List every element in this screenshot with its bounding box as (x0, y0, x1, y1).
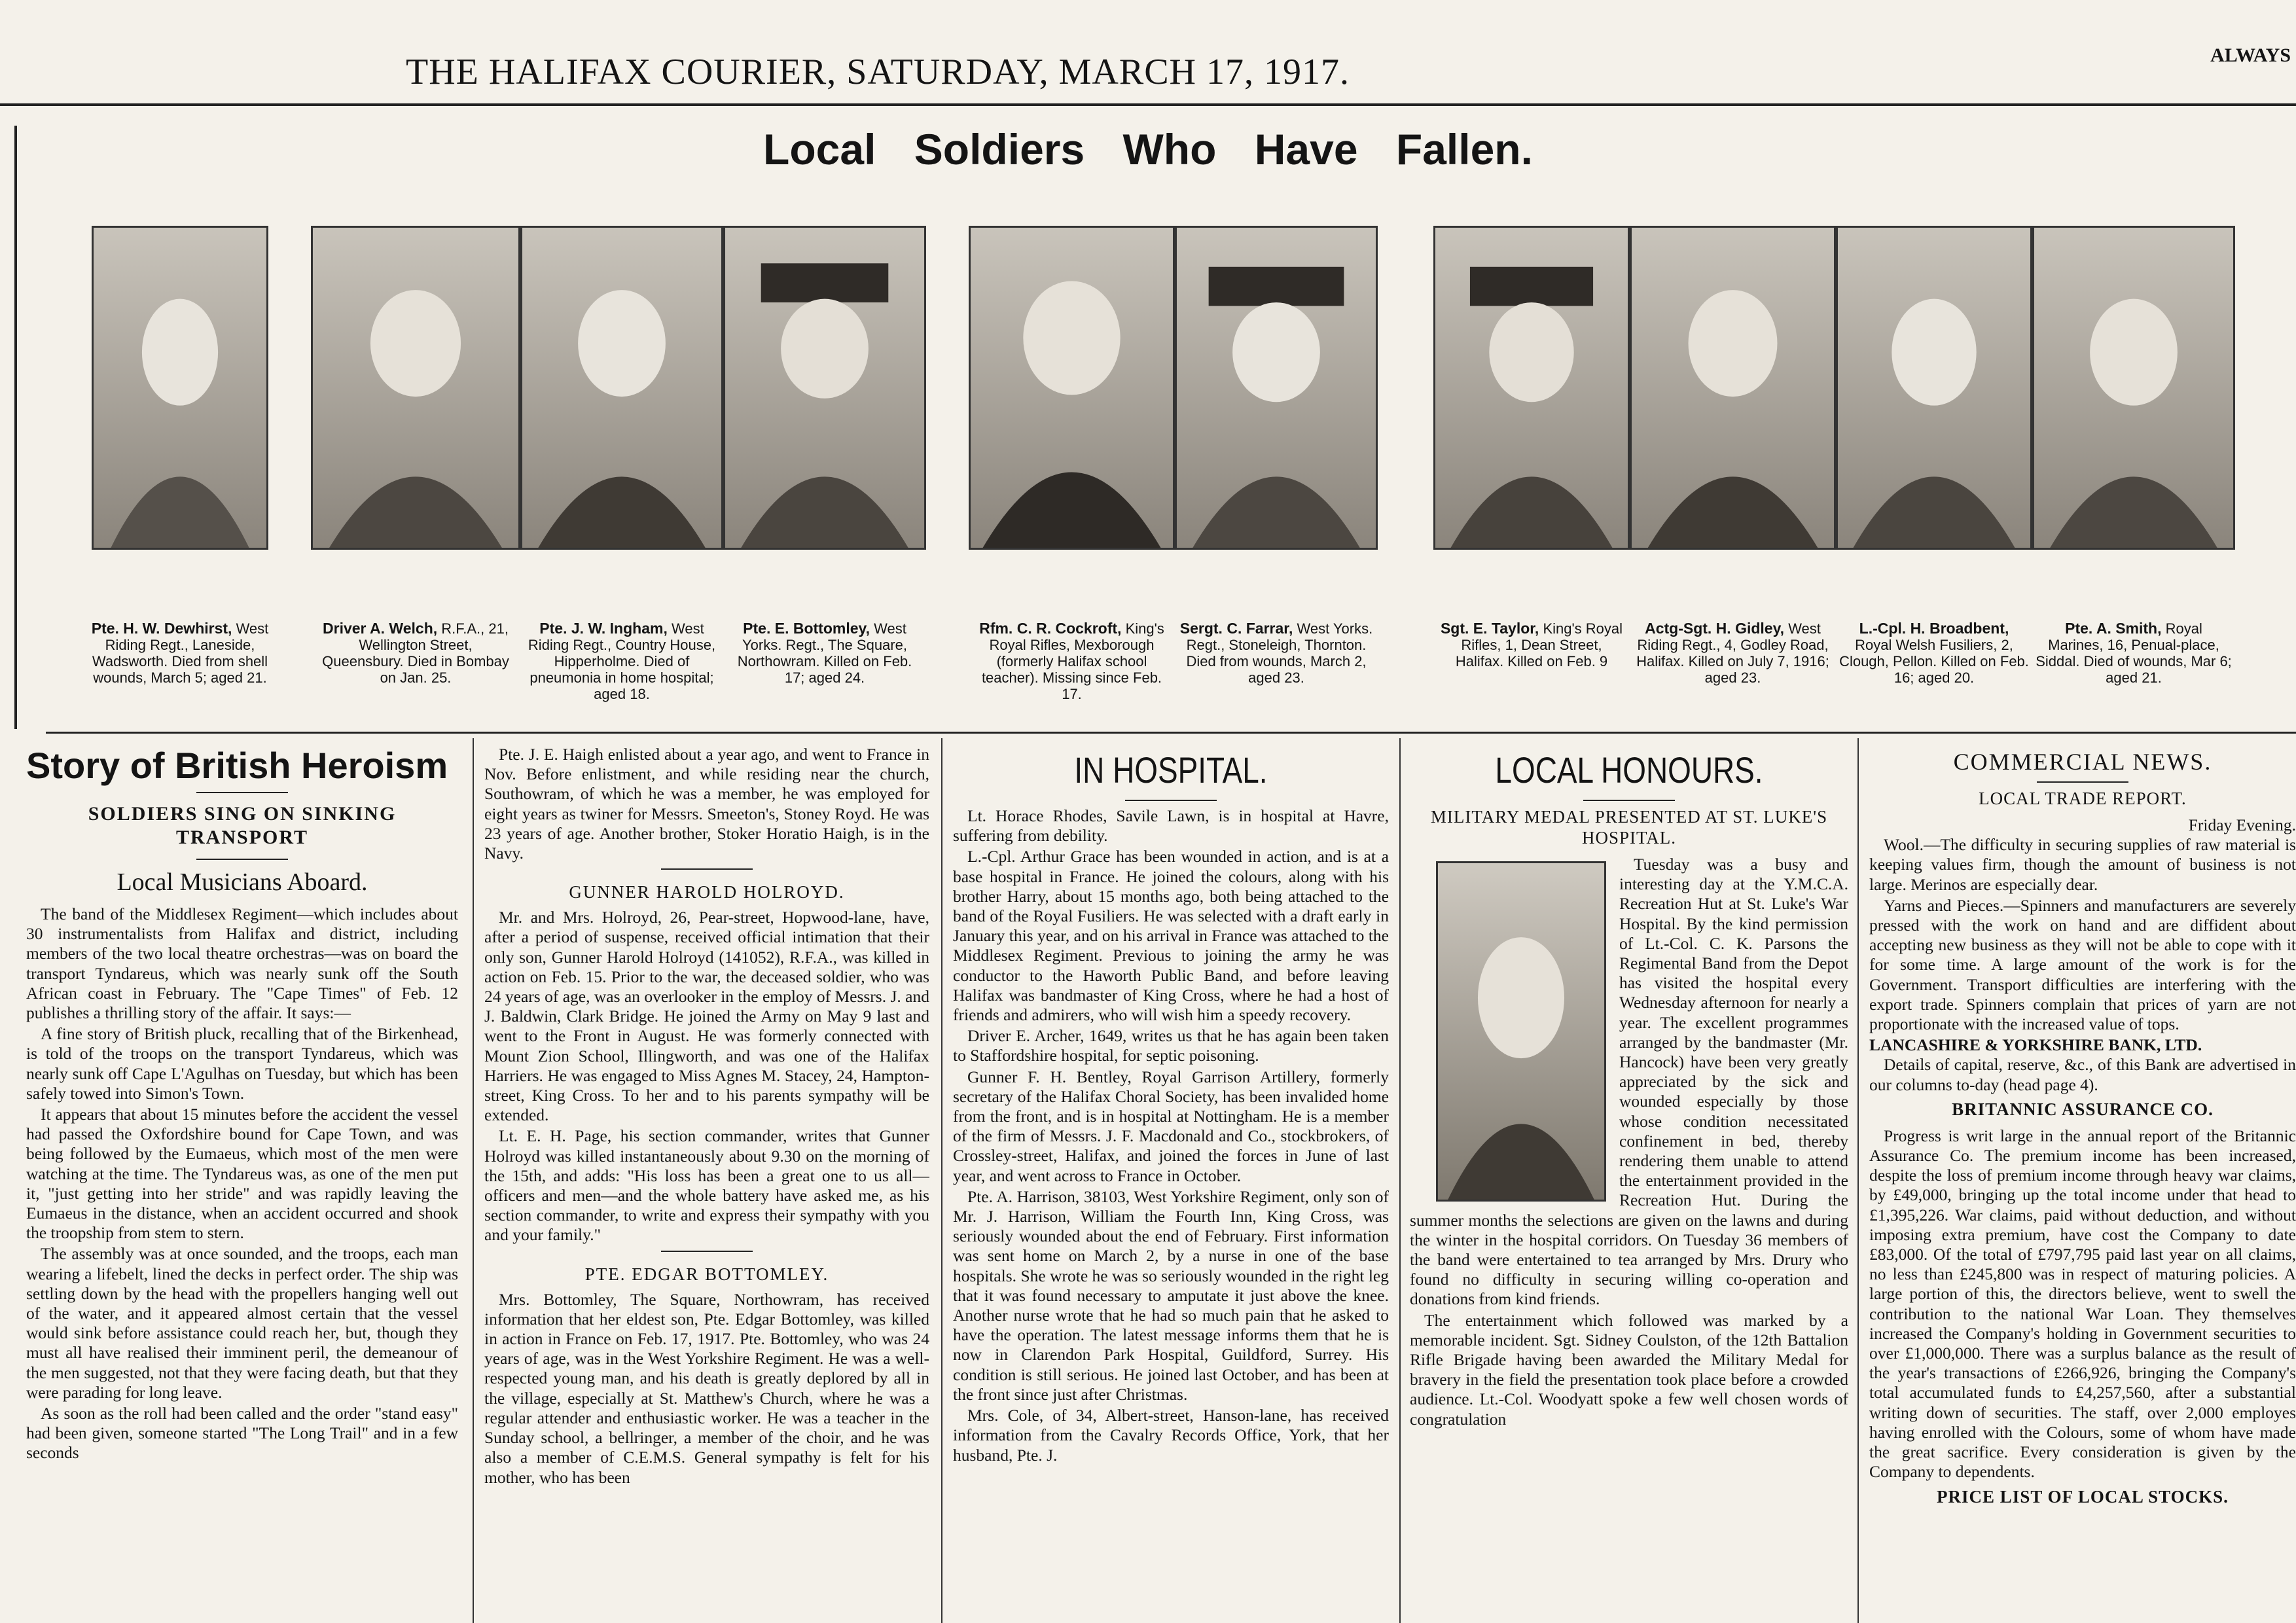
soldier-name: Rfm. C. R. Cockroft, (979, 620, 1122, 637)
section-rule (46, 732, 2296, 734)
soldier-detail: West Yorks. Regt., The Square, Northowram. Killed on Feb. 17; aged 24. (737, 620, 912, 686)
paragraph: Tuesday was a busy and interesting day at the Y.M.C.A. Recreation Hut at St. Luke's War Hospital. By the kind permission of Lt.-Col. C. K. Parsons the Regimental Band from the Depot has visited the hospital every Wednesday afternoon for nearly a year. The excellent programmes arranged by the bandmaster (Mr. Hancock) have been very greatly appreciated by the sick and wounded especially by those whose condition necessitated confinement in bed, thereby rendering them unable to attend the entertainment provided in the Recreation Hut. During the summer months the selections are given on the lawns and during the winter in the hospital corridors. On Tuesday 36 members of the band were entertained to tea arranged by Mrs. Drury who found no difficulty in securing willing co-operation and donations from kind friends. (1410, 855, 1848, 1309)
soldier-name: Sergt. C. Farrar, (1179, 620, 1293, 637)
article-subhead: LOCAL TRADE REPORT. (1979, 789, 2187, 808)
soldier-caption (1437, 620, 1626, 669)
article-subhead: MILITARY MEDAL PRESENTED AT ST. LUKE'S HOSPITAL. (1430, 807, 1828, 847)
paragraph: Driver E. Archer, 1649, writes us that he has again been taken to Staffordshire hospital, for septic poisoning. (953, 1026, 1389, 1065)
separator (1125, 800, 1217, 801)
soldier-detail: King's Royal Rifles, Mexborough (formerly Halifax school teacher). Missing since Feb. 17. (981, 620, 1164, 702)
column-rule (941, 738, 942, 1623)
paragraph: The band of the Middlesex Regiment—which includes about 30 instrumentalists from Halifax and district, including members of the two local theatre orchestras—was on board the transport Tyndareus, which was nearly sunk off the South African coast in February. The "Cape Times" of Feb. 12 publishes a thrilling story of the affair. It says:— (26, 904, 458, 1023)
column-in-hospital (953, 745, 1389, 1623)
paragraph: Mr. and Mrs. Holroyd, 26, Pear-street, Hopwood-lane, have, after a period of suspense, received official intimation that their only son, Gunner Harold Holroyd (141052), R.F.A., was killed in action on Feb. 15. Prior to the war, the deceased soldier, who was 24 years of age, was an overlooker in the employ of Messrs. J. and J. Baldwin, Clark Bridge. He joined the Army on May 9 last and went to the Front in August. He was formerly connected with Mount Zion School, Illingworth, and was one of the Halifax Harriers. He was engaged to Miss Agnes M. Stacey, 24, Hampton-street, King Cross. To her and to his parents sympathy will be extended. (484, 908, 929, 1125)
soldier-caption (2036, 620, 2232, 686)
article-title: IN HOSPITAL. (1074, 749, 1268, 791)
soldier-name: Pte. J. W. Ingham, (539, 620, 668, 637)
soldier-detail: West Riding Regt., Country House, Hipperholme. Died of pneumonia in home hospital; aged 18. (528, 620, 716, 702)
soldier-name: Sgt. E. Taylor, (1440, 620, 1539, 637)
separator (661, 1251, 753, 1252)
soldier-detail: King's Royal Rifles, 1, Dean Street, Halifax. Killed on Feb. 9 (1455, 620, 1623, 669)
article-heading: BRITANNIC ASSURANCE CO. (1952, 1099, 2214, 1119)
soldier-detail: R.F.A., 21, Wellington Street, Queensbury. Died in Bombay on Jan. 25. (322, 620, 509, 686)
soldier-name: Driver A. Welch, (323, 620, 438, 637)
portrait-photo (1436, 861, 1606, 1202)
portrait-photo (1836, 226, 2032, 550)
portrait-photo (1175, 226, 1378, 550)
soldier-detail: West Riding Regt., Laneside, Wadsworth. Died from shell wounds, March 5; aged 21. (92, 620, 269, 686)
article-heading: PTE. EDGAR BOTTOMLEY. (584, 1264, 829, 1284)
column-rule (473, 738, 474, 1623)
paragraph: Lt. Horace Rhodes, Savile Lawn, is in hospital at Havre, suffering from debility. (953, 806, 1389, 846)
portrait-photo (520, 226, 723, 550)
soldier-caption (85, 620, 275, 686)
separator (196, 859, 288, 860)
soldier-caption (726, 620, 923, 686)
feature-headline: Local Soldiers Who Have Fallen. (763, 125, 1533, 173)
soldier-name: Pte. E. Bottomley, (743, 620, 870, 637)
column-rule (1399, 738, 1401, 1623)
paragraph: Lt. E. H. Page, his section commander, writes that Gunner Holroyd was killed instantaneously about 9.30 on the morning of the 15th, and adds: "His loss has been a great one to us all—officers and men—and the whole battery have asked me, as his section commander, to write and express their sympathy with you and your family." (484, 1126, 929, 1245)
paragraph: Yarns and Pieces.—Spinners and manufacturers are severely pressed with the work on hand and are diffident about accepting new business as they will not be able to cope with it for some time. A large amount of the work is for the Government. Transport difficulties are interfering with the export trade. Spinners complain that prices of yarn are not proportionate with the increased value of tops. (1869, 895, 2296, 1034)
paragraph: L.-Cpl. Arthur Grace has been wounded in action, and is at a base hospital in France. He joined the colours, along with his brother Harry, about 15 months ago, both being attached to the band of the Royal Fusiliers. He was selected with a draft early in January this year, and on his arrival in France was attached to the Middlesex Regiment. Previous to joining the army he was conductor to the Haworth Public Band, and before leaving Halifax was bandmaster of King Cross, where he had a host of friends and admirers, who will wish him a speedy recovery. (953, 847, 1389, 1025)
column-commercial-news (1869, 745, 2296, 1623)
soldier-detail: West Yorks. Regt., Stoneleigh, Thornton. Died from wounds, March 2, aged 23. (1186, 620, 1373, 686)
soldier-caption (524, 620, 720, 702)
separator (1583, 800, 1675, 801)
paragraph: The entertainment which followed was marked by a memorable incident. Sgt. Sidney Coulston, of the 12th Battalion Rifle Brigade having been awarded the Military Medal for bravery in the field the presentation took place before a crowded audience. Lt.-Col. Woodyatt spoke a few well chosen words of congratulation (1410, 1310, 1848, 1429)
separator (2037, 781, 2128, 783)
dateline: Friday Evening. (2188, 815, 2296, 834)
article-subhead: SOLDIERS SING ON SINKING TRANSPORT (88, 803, 397, 848)
portrait-photo (2032, 226, 2235, 550)
soldier-detail: Royal Marines, 16, Penual-place, Siddal. Died of wounds, Mar 6; aged 21. (2036, 620, 2232, 686)
portrait-photo (92, 226, 268, 550)
soldier-detail: West Riding Regt., 4, Godley Road, Halifax. Killed on July 7, 1916; aged 23. (1636, 620, 1829, 686)
paragraph: Mrs. Bottomley, The Square, Northowram, has received information that her eldest son, Pte. Edgar Bottomley, was killed in action in France on Feb. 17, 1917. Pte. Bottomley, who was 24 years of age, was in the West Yorkshire Regiment. He was a well-respected young man, and his death is greatly deplored by all in the village, especially at St. Matthew's Church, where he was a regular attender and enthusiastic worker. He was a teacher in the Sunday school, a bellringer, a member of the choir, and he was also a member of C.E.M.S. General sympathy is felt for his mother, who has been (484, 1289, 929, 1487)
soldier-caption (317, 620, 514, 686)
soldier-caption (972, 620, 1172, 702)
paragraph: Pte. J. E. Haigh enlisted about a year ago, and went to France in Nov. Before enlistment, and while residing near the church, Southowram, of which he was a member, he was employed for eight years as twiner for Messrs. Smeeton's, Stoney Royd. He was 23 years of age. Another brother, Stoker Horatio Haigh, is in the Navy. (484, 745, 929, 863)
separator (196, 792, 288, 793)
paragraph: A fine story of British pluck, recalling that of the Birkenhead, is told of the troops on the transport Tyndareus, which was nearly sunk off Cape L'Agulhas on Tuesday, but which has been safely towed into Simon's Town. (26, 1024, 458, 1103)
article-title: Story of British Heroism (26, 745, 448, 786)
separator (661, 868, 753, 870)
article-heading: LANCASHIRE & YORKSHIRE BANK, LTD. (1869, 1035, 2202, 1055)
paragraph: Progress is writ large in the annual report of the Britannic Assurance Co. The premium income has been increased, despite the loss of premium income through heavy war claims, by £49,000, bringing up the total income under that head to £1,395,226. War claims, paid without deduction, and without imposing extra premium, have cost the Company to date £83,000. Of the total of £797,795 paid last year on all claims, no less than £245,800 was in respect of maturing policies. A large portion of this, the directors believe, went to swell the contribution to the national War Loan. They themselves increased the Company's holding in Government securities to over £1,000,000. There was a surplus balance as the result of the year's transactions of £266,926, bringing the Company's total accumulated funds to £4,257,560, after a substantial writing down of securities. The staff, over 2,000 employes having enrolled with the Colours, some of whom have made the great sacrifice. Every consideration is given by the Company to dependents. (1869, 1126, 2296, 1482)
article-heading: PRICE LIST OF LOCAL STOCKS. (1937, 1486, 2229, 1507)
soldier-name: Pte. A. Smith, (2065, 620, 2162, 637)
soldier-caption (1633, 620, 1833, 686)
portrait-photo (1433, 226, 1630, 550)
soldier-caption (1839, 620, 2029, 686)
paragraph: Mrs. Cole, of 34, Albert-street, Hanson-lane, has received information from the Cavalry Records Office, York, that her husband, Pte. J. (953, 1406, 1389, 1465)
article-heading: GUNNER HAROLD HOLROYD. (569, 882, 845, 902)
column-heroism (26, 745, 458, 1623)
article-title: LOCAL HONOURS. (1495, 749, 1763, 791)
soldier-name: Pte. H. W. Dewhirst, (91, 620, 232, 637)
top-rule (0, 103, 2296, 106)
article-heading: Local Musicians Aboard. (117, 868, 368, 896)
soldier-detail: Royal Welsh Fusiliers, 2, Clough, Pellon. Killed on Feb. 16; aged 20. (1839, 637, 2029, 686)
soldier-caption (1178, 620, 1374, 686)
portrait-photo (311, 226, 520, 550)
portrait-photo (1630, 226, 1836, 550)
portrait-photo (969, 226, 1175, 550)
portrait-photo (723, 226, 926, 550)
paragraph: Wool.—The difficulty in securing supplies of raw material is keeping values firm, though the amount of business is not large. Merinos are especially dear. (1869, 835, 2296, 894)
column-obituaries (484, 745, 929, 1623)
paragraph: As soon as the roll had been called and the order "stand easy" had been given, someone started "The Long Trail" and in a few seconds (26, 1404, 458, 1463)
paragraph: The assembly was at once sounded, and the troops, each man wearing a lifebelt, lined the decks in perfect order. The ship was settling down by the head with the propellers hanging well out of the water, and it appeared almost certain that the vessel would sink before assistance could reach her, but, though they must all have realised their imminent peril, the demeanour of the men suggested, not that they were facing death, but that they were parading for long leave. (26, 1244, 458, 1402)
column-rule (1857, 738, 1859, 1623)
paragraph: Details of capital, reserve, &c., of this Bank are advertised in our columns to-day (head page 4). (1869, 1055, 2296, 1094)
masthead: THE HALIFAX COURIER, SATURDAY, MARCH 17, 1917. (406, 52, 1350, 92)
paragraph: Gunner F. H. Bentley, Royal Garrison Artillery, formerly secretary of the Halifax Choral Society, has been invalided home from the front, and is in hospital at Nottingham. He is a member of the firm of Messrs. J. F. Macdonald and Co., stockbrokers, of Crossley-street, Halifax, and joined the forces in June of last year, and went across to France in October. (953, 1067, 1389, 1185)
article-title: COMMERCIAL NEWS. (1953, 749, 2212, 775)
soldier-name: L.-Cpl. H. Broadbent, (1859, 620, 2009, 637)
paragraph: Pte. A. Harrison, 38103, West Yorkshire Regiment, only son of Mr. J. Harrison, William the Fourth Inn, King Cross, was seriously wounded about the end of February. First information was sent home on March 2, by a nurse in one of the base hospitals. She wrote he was so seriously wounded in the right leg that it was found necessary to amputate it just above the knee. Another nurse wrote that he had so much pain that he asked to have the operation. The latest message informs them that he is now in Clarendon Park Hospital, Guildford, Surrey. His condition is still serious. He joined last October, and has been at the front since just after Christmas. (953, 1186, 1389, 1404)
column-local-honours (1410, 745, 1848, 1623)
corner-label: ALWAYS (2210, 45, 2291, 66)
paragraph: It appears that about 15 minutes before the accident the vessel had passed the Oxfordshire bound for Cape Town, and was being followed by the Eumaeus, which most of the men were watching at the time. The Tyndareus was, as one of the men put it, "just getting into her stride" and was rapidly leaving the Eumaeus in the distance, when an accident occurred and shook the troopship from stem to stern. (26, 1105, 458, 1243)
soldier-name: Actg-Sgt. H. Gidley, (1645, 620, 1785, 637)
